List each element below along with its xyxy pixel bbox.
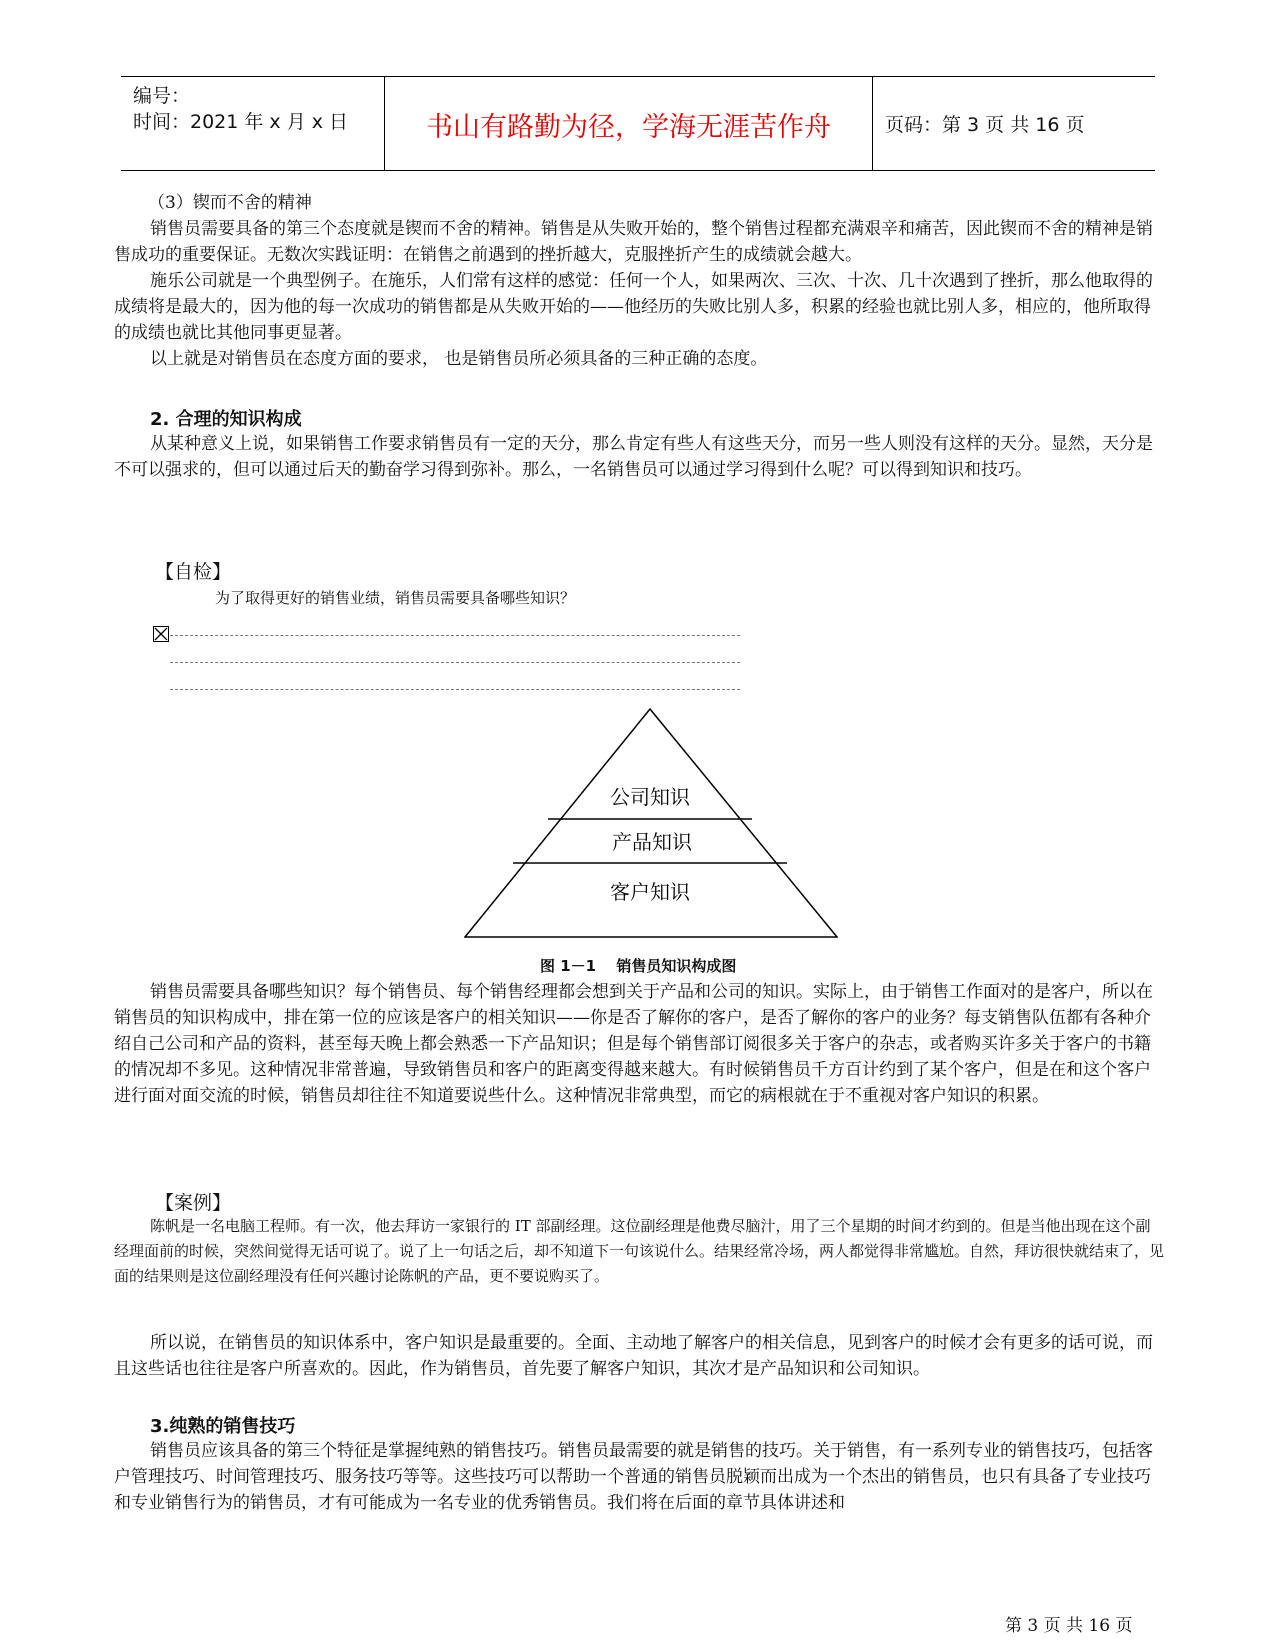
paragraph: 从某种意义上说，如果销售工作要求销售员有一定的天分，那么肯定有些人有这些天分，而另一些人则没有这样的天分。显然，天分是不可以强求的，但可以通过后天的勤奋学习得到弥补。那么，一名销售员可以通过学习得到什么呢？可以得到知识和技巧。	[114, 434, 1153, 480]
paragraph: 销售员需要具备的第三个态度就是锲而不舍的精神。销售是从失败开始的，整个销售过程都充满艰辛和痛苦，因此锲而不舍的精神是销售成功的重要保证。无数次实践证明：在销售之前遇到的挫折越大，克服挫折产生的成绩就会越大。	[114, 219, 1153, 265]
answer-line[interactable]	[170, 635, 740, 636]
subsection-title: （3）锲而不舍的精神	[148, 193, 312, 213]
page-label: 页码：第 3 页 共 16 页	[885, 114, 1085, 136]
figure-caption: 图 1－1 销售员知识构成图	[540, 957, 737, 975]
self-check-question: 为了取得更好的销售业绩，销售员需要具备哪些知识？	[215, 589, 576, 607]
paragraph: 以上就是对销售员在态度方面的要求， 也是销售员所必须具备的三种正确的态度。	[150, 349, 768, 369]
pyramid-level-company: 公司知识	[610, 785, 690, 809]
pyramid-level-product: 产品知识	[612, 830, 692, 854]
checkbox-icon[interactable]	[153, 626, 169, 642]
page-footer: 第 3 页 共 16 页	[1005, 1616, 1133, 1636]
header-info-cell	[121, 77, 385, 170]
case-text: 陈帆是一名电脑工程师。有一次，他去拜访一家银行的 IT 部副经理。这位副经理是他费尽脑汁，用了三个星期的时间才约到的。但是当他出现在这个副经理面前的时候，突然间觉得无话可说了。说了上一句话之后，却不知道下一句该说什么。结果经常冷场，两人都觉得非常尴尬。自然，拜访很快就结束了，见面的结果则是这位副经理没有任何兴趣讨论陈帆的产品，更不要说购买了。	[114, 1217, 1165, 1285]
header-page-cell	[873, 77, 1155, 170]
self-check-label: 【自检】	[155, 561, 232, 583]
motto-text: 书山有路勤为径，学海无涯苦作舟	[426, 112, 831, 143]
answer-line[interactable]	[170, 662, 740, 663]
page-header	[121, 76, 1155, 171]
case-label: 【案例】	[155, 1192, 232, 1214]
paragraph: 所以说，在销售员的知识体系中，客户知识是最重要的。全面、主动地了解客户的相关信息，见到客户的时候才会有更多的话可说，而且这些话也往往是客户所喜欢的。因此，作为销售员，首先要了解客户知识，其次才是产品知识和公司知识。	[114, 1333, 1153, 1379]
paragraph: 销售员应该具备的第三个特征是掌握纯熟的销售技巧。销售员最需要的就是销售的技巧。关于销售，有一系列专业的销售技巧，包括客户管理技巧、时间管理技巧、服务技巧等等。这些技巧可以帮助一个普通的销售员脱颖而出成为一个杰出的销售员，也只有具备了专业技巧和专业销售行为的销售员，才有可能成为一名专业的优秀销售员。我们将在后面的章节具体讲述和	[114, 1441, 1153, 1513]
paragraph: 施乐公司就是一个典型例子。在施乐，人们常有这样的感觉：任何一个人，如果两次、三次、十次、几十次遇到了挫折，那么他取得的成绩将是最大的，因为他的每一次成功的销售都是从失败开始的——他经历的失败比别人多，积累的经验也就比别人多，相应的，他所取得的成绩也就比其他同事更显著。	[114, 271, 1153, 343]
knowledge-pyramid	[464, 708, 838, 938]
pyramid-level-customer: 客户知识	[610, 880, 690, 904]
header-motto-cell	[385, 77, 873, 170]
paragraph: 销售员需要具备哪些知识？每个销售员、每个销售经理都会想到关于产品和公司的知识。实际上，由于销售工作面对的是客户，所以在销售员的知识构成中，排在第一位的应该是客户的相关知识——你是否了解你的客户，是否了解你的客户的业务？每支销售队伍都有各种介绍自己公司和产品的资料，甚至每天晚上都会熟悉一下产品知识；但是每个销售部订阅很多关于客户的杂志，或者购买许多关于客户的书籍的情况却不多见。这种情况非常普遍，导致销售员和客户的距离变得越来越大。有时候销售员千方百计约到了某个客户，但是在和这个客户进行面对面交流的时候，销售员却往往不知道要说些什么。这种情况非常典型，而它的病根就在于不重视对客户知识的积累。	[114, 982, 1153, 1106]
number-label: 编号：	[133, 85, 191, 107]
section-heading: 3.纯熟的销售技巧	[150, 1416, 296, 1437]
answer-line[interactable]	[170, 689, 740, 690]
section-heading: 2. 合理的知识构成	[150, 409, 302, 430]
date-label: 时间：2021 年 x 月 x 日	[133, 111, 349, 133]
